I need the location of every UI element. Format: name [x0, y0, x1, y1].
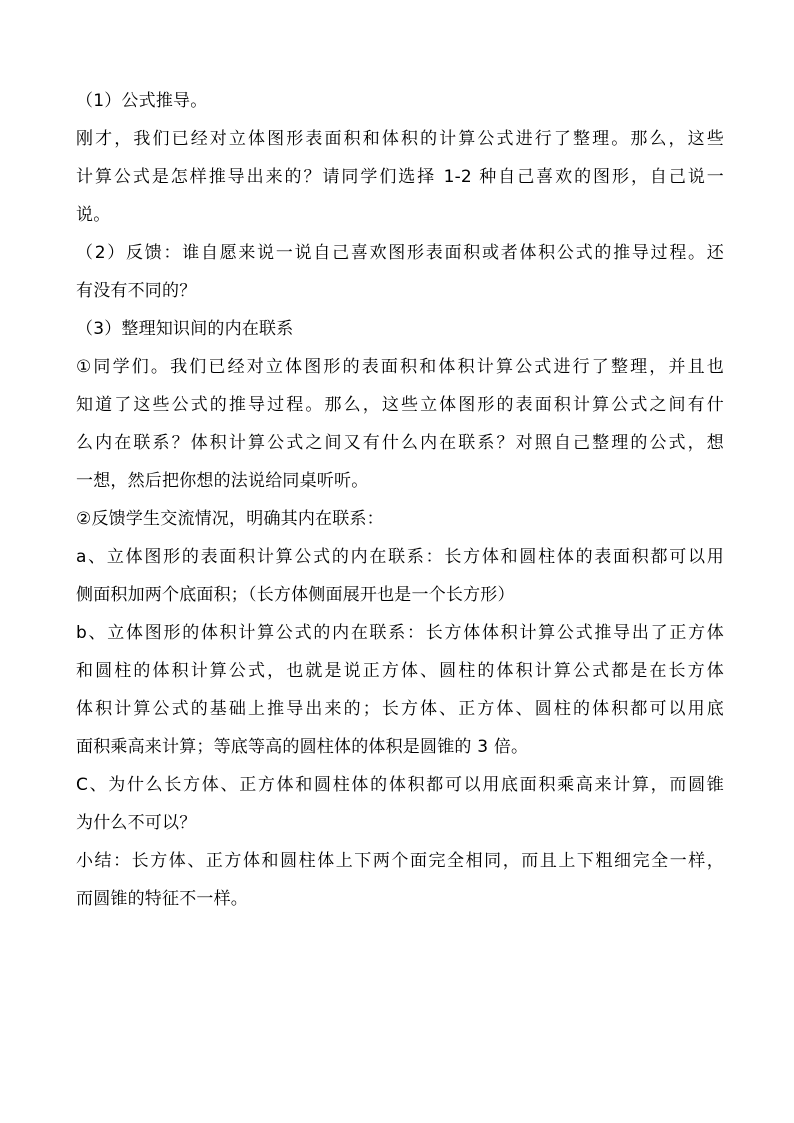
paragraph-line: 为什么不可以？	[76, 813, 197, 833]
paragraph-line: 么内在联系？体积计算公式之间又有什么内在联系？对照自己整理的公式，想	[76, 433, 724, 453]
paragraph-line: 和圆柱的体积计算公式，也就是说正方体、圆柱的体积计算公式都是在长方体	[76, 661, 724, 681]
paragraph-line: 一想，然后把你想的法说给同桌听听。	[76, 471, 369, 491]
paragraph-line: 计算公式是怎样推导出来的？请同学们选择 1-2 种自己喜欢的图形，自己说一	[76, 167, 724, 187]
document-page	[76, 82, 724, 918]
paragraph-line: 侧面积加两个底面积；（长方体侧面展开也是一个长方形）	[76, 585, 515, 605]
paragraph-line: a、立体图形的表面积计算公式的内在联系：长方体和圆柱体的表面积都可以用	[76, 547, 724, 567]
paragraph-line: 体积计算公式的基础上推导出来的；长方体、正方体、圆柱的体积都可以用底	[76, 699, 724, 719]
paragraph-line: （2）反馈：谁自愿来说一说自己喜欢图形表面积或者体积公式的推导过程。还	[76, 243, 724, 263]
paragraph-line: 知道了这些公式的推导过程。那么，这些立体图形的表面积计算公式之间有什	[76, 395, 724, 415]
paragraph-line: 刚才，我们已经对立体图形表面积和体积的计算公式进行了整理。那么，这些	[76, 129, 724, 149]
heading-formula-derivation: （1）公式推导。	[76, 91, 208, 111]
summary-line: 而圆锥的特征不一样。	[76, 889, 248, 909]
paragraph-line: b、立体图形的体积计算公式的内在联系：长方体体积计算公式推导出了正方体	[76, 623, 724, 643]
paragraph-line: ②反馈学生交流情况，明确其内在联系：	[76, 509, 384, 529]
summary-line: 小结：长方体、正方体和圆柱体上下两个面完全相同，而且上下粗细完全一样，	[76, 851, 724, 871]
paragraph-line: 说。	[76, 205, 111, 225]
heading-internal-connections: （3）整理知识间的内在联系	[76, 319, 294, 339]
paragraph-line: 面积乘高来计算；等底等高的圆柱体的体积是圆锥的 3 倍。	[76, 737, 529, 757]
paragraph-line: C、为什么长方体、正方体和圆柱体的体积都可以用底面积乘高来计算，而圆锥	[76, 775, 724, 795]
paragraph-line: 有没有不同的？	[76, 281, 197, 301]
paragraph-line: ①同学们。我们已经对立体图形的表面积和体积计算公式进行了整理，并且也	[76, 357, 724, 377]
